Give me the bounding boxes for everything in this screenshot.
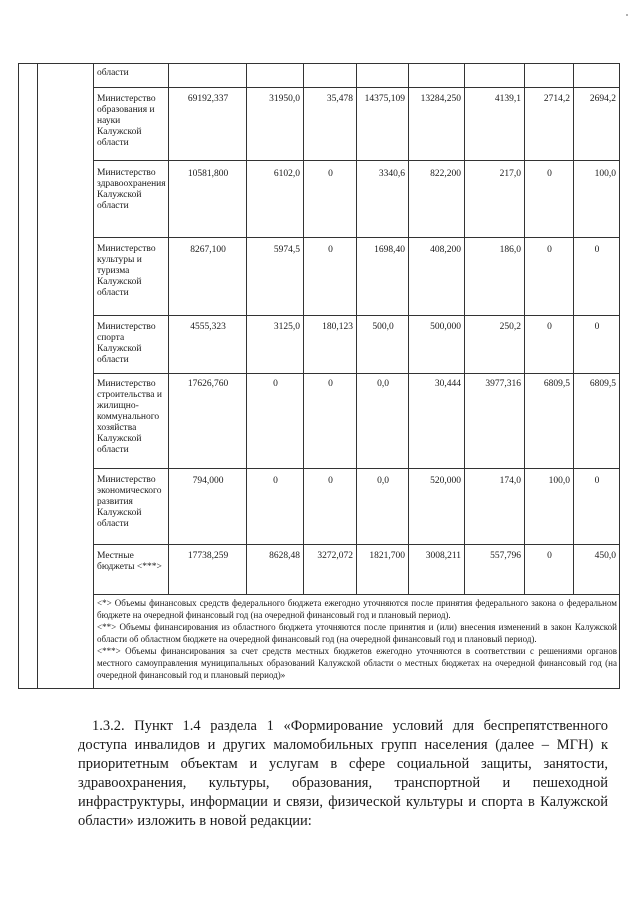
cell: 100,0 bbox=[574, 161, 620, 238]
cell: 100,0 bbox=[525, 469, 574, 545]
cell: 1698,40 bbox=[357, 238, 409, 316]
cell: 174,0 bbox=[465, 469, 525, 545]
cell: 3008,211 bbox=[409, 545, 465, 595]
cell: 6809,5 bbox=[525, 374, 574, 469]
cell: 0 bbox=[574, 238, 620, 316]
cell: 0 bbox=[574, 469, 620, 545]
cell: 8267,100 bbox=[169, 238, 247, 316]
cell: 6102,0 bbox=[247, 161, 304, 238]
cell: 557,796 bbox=[465, 545, 525, 595]
table-row bbox=[19, 469, 620, 545]
cell: 0 bbox=[304, 469, 357, 545]
cell: 4139,1 bbox=[465, 88, 525, 161]
footnote-2: <**> Объемы финансирования из областного бюджета уточняются после принятия и (или) внесения изменений в закон Калужской области об областном бюджете на очередной финансовый год (на очередной финансовый год и плановый период). bbox=[97, 622, 617, 644]
cell: 0 bbox=[247, 374, 304, 469]
row-name: Министерство строительства и жилищно-коммунального хозяйства Калужской области bbox=[94, 374, 169, 469]
cell: 6809,5 bbox=[574, 374, 620, 469]
cell bbox=[247, 64, 304, 88]
body-paragraph: 1.3.2. Пункт 1.4 раздела 1 «Формирование условий для беспрепятственного доступа инвалидов и других маломобильных групп населения (далее – МГН) к приоритетным объектам и услугам в сфере социальной защиты, занятости, здравоохранения, культуры, образования, транспортной и пешеходной инфраструктуры, информации и связи, физической культуры и спорта в Калужской области» изложить в новой редакции: bbox=[78, 718, 608, 829]
cell bbox=[525, 64, 574, 88]
table-row bbox=[19, 161, 620, 238]
cell bbox=[357, 64, 409, 88]
empty-column-1 bbox=[19, 64, 38, 689]
cell: 3272,072 bbox=[304, 545, 357, 595]
cell: 3125,0 bbox=[247, 316, 304, 374]
cell: 3340,6 bbox=[357, 161, 409, 238]
cell: 31950,0 bbox=[247, 88, 304, 161]
row-name: Министерство спорта Калужской области bbox=[94, 316, 169, 374]
cell: 180,123 bbox=[304, 316, 357, 374]
cell: 250,2 bbox=[465, 316, 525, 374]
cell: 0 bbox=[525, 545, 574, 595]
cell: 30,444 bbox=[409, 374, 465, 469]
row-name: Министерство культуры и туризма Калужской области bbox=[94, 238, 169, 316]
cell: 4555,323 bbox=[169, 316, 247, 374]
table-row bbox=[19, 374, 620, 469]
table-row bbox=[19, 545, 620, 595]
cell: 186,0 bbox=[465, 238, 525, 316]
cell: 3977,316 bbox=[465, 374, 525, 469]
cell: 500,000 bbox=[409, 316, 465, 374]
footnote-1: <*> Объемы финансовых средств федерального бюджета ежегодно уточняются после принятия федерального закона о федеральном бюджете на очередной финансовый год (на очередной финансовый год и плановый период). bbox=[97, 598, 617, 620]
cell: 0 bbox=[304, 374, 357, 469]
cell: 408,200 bbox=[409, 238, 465, 316]
cell bbox=[304, 64, 357, 88]
row-name: Министерство экономического развития Калужской области bbox=[94, 469, 169, 545]
row-name: области bbox=[94, 64, 169, 88]
cell: 217,0 bbox=[465, 161, 525, 238]
cell: 0 bbox=[525, 316, 574, 374]
table-row bbox=[19, 88, 620, 161]
cell: 1821,700 bbox=[357, 545, 409, 595]
cell: 0 bbox=[525, 161, 574, 238]
cell: 17738,259 bbox=[169, 545, 247, 595]
footnotes bbox=[94, 595, 620, 689]
cell: 2714,2 bbox=[525, 88, 574, 161]
cell: 0 bbox=[304, 238, 357, 316]
cell bbox=[169, 64, 247, 88]
notes-row bbox=[19, 595, 620, 689]
cell: 822,200 bbox=[409, 161, 465, 238]
table-row bbox=[19, 316, 620, 374]
cell: 0 bbox=[304, 161, 357, 238]
footnote-3: <***> Объемы финансирования за счет средств местных бюджетов ежегодно уточняются в соответствии с решениями органов местного самоуправления муниципальных образований Калужской области о местных бюджетах на очередной финансовый год (на очередной финансовый год и плановый период)» bbox=[97, 646, 617, 680]
cell: 0 bbox=[574, 316, 620, 374]
funding-table bbox=[18, 63, 620, 689]
table-row bbox=[19, 238, 620, 316]
row-name: Министерство здравоохранения Калужской области bbox=[94, 161, 169, 238]
cell: 17626,760 bbox=[169, 374, 247, 469]
cell: 10581,800 bbox=[169, 161, 247, 238]
cell: 500,0 bbox=[357, 316, 409, 374]
row-name: Министерство образования и науки Калужской области bbox=[94, 88, 169, 161]
cell: 0,0 bbox=[357, 374, 409, 469]
cell: 520,000 bbox=[409, 469, 465, 545]
cell: 0 bbox=[525, 238, 574, 316]
cell: 2694,2 bbox=[574, 88, 620, 161]
cell bbox=[465, 64, 525, 88]
table-row bbox=[19, 64, 620, 88]
row-name: Местные бюджеты <***> bbox=[94, 545, 169, 595]
cell: 794,000 bbox=[169, 469, 247, 545]
cell bbox=[409, 64, 465, 88]
cell: 0 bbox=[247, 469, 304, 545]
cell: 14375,109 bbox=[357, 88, 409, 161]
cell bbox=[574, 64, 620, 88]
cell: 69192,337 bbox=[169, 88, 247, 161]
cell: 0,0 bbox=[357, 469, 409, 545]
cell: 13284,250 bbox=[409, 88, 465, 161]
empty-column-2 bbox=[38, 64, 94, 689]
cell: 8628,48 bbox=[247, 545, 304, 595]
cell: 5974,5 bbox=[247, 238, 304, 316]
cell: 450,0 bbox=[574, 545, 620, 595]
cell: 35,478 bbox=[304, 88, 357, 161]
page-dot bbox=[626, 14, 628, 16]
